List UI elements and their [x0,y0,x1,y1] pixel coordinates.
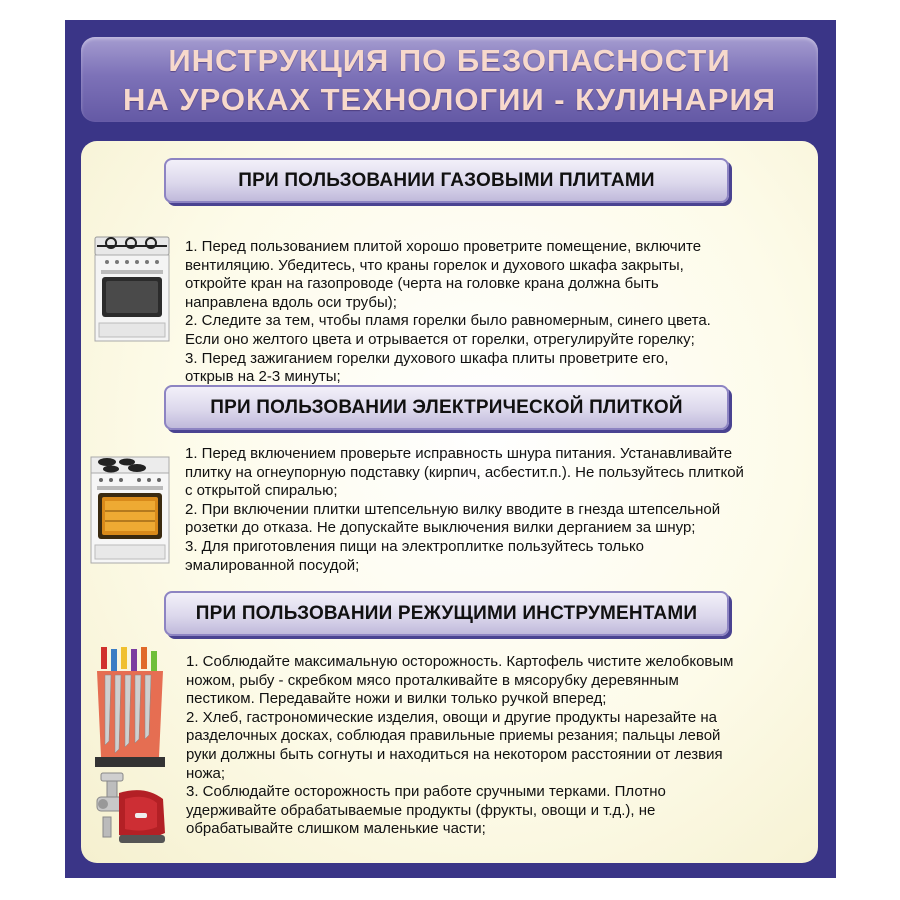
electric-stove-icon [89,453,171,565]
text-line: пестиком. Передавайте ножи и вилки только ручкой вперед; [186,690,607,708]
text-line: удерживайте обрабатываемые продукты (фрукты, овощи и т.д.), не [186,801,656,819]
title-banner [81,37,818,122]
text-line: 3. Для приготовления пищи на электроплитке пользуйтесь только [185,537,645,555]
title-line-1: ИНСТРУКЦИЯ ПО БЕЗОПАСНОСТИ [168,42,731,78]
text-line: эмалированной посудой; [185,556,360,574]
text-line: обрабатывайте слишком маленькие части; [186,820,486,838]
meat-grinder-icon [95,769,169,849]
text-line: 3. Соблюдайте осторожность при работе сручными терками. Плотно [186,783,666,801]
text-line: Если оно желтого цвета и отрывается от горелки, отрегулируйте горелку; [185,330,695,348]
text-line: плитку на огнеупорную подставку (кирпич, асбестит.п.). Не пользуйтесь плиткой [185,463,744,481]
text-line: ножом, рыбу - скребком мясо проталкивайте в мясорубку деревянным [186,671,679,689]
text-line: вентиляцию. Убедитесь, что краны горелок и духового шкафа закрыты, [185,256,684,274]
text-line: 1. Перед включением проверьте исправность шнура питания. Устанавливайте [185,445,733,462]
content-panel [81,141,818,863]
text-line: 1. Перед пользованием плитой хорошо проветрите помещение, включите [185,238,702,255]
text-line: открыв на 2-3 минуты; [185,368,341,386]
section-heading-cutting [164,591,729,636]
text-line: откройте кран на газопроводе (черта на головке крана должна быть [185,275,659,293]
section-heading-cutting-text: ПРИ ПОЛЬЗОВАНИИ РЕЖУЩИМИ ИНСТРУМЕНТАМИ [195,602,698,624]
text-line: разделочных досках, соблюдая правильные приемы резания; пальцы левой [186,727,721,745]
knife-set-icon [93,645,167,773]
section-heading-electric [164,385,729,430]
text-line: розетки до отказа. Не допускайте выключения вилки дерганием за шнур; [185,519,696,537]
text-line: 1. Соблюдайте максимальную осторожность. Картофель чистите желобковым [186,653,734,670]
section-heading-gas-text: ПРИ ПОЛЬЗОВАНИИ ГАЗОВЫМИ ПЛИТАМИ [238,169,655,191]
section-heading-gas [164,158,729,203]
section-text-cutting [186,653,816,839]
text-line: ножа; [186,764,226,782]
text-line: 2. При включении плитки штепсельную вилку вводите в гнезда штепсельной [185,500,721,518]
text-line: направлена вдоль оси трубы); [185,293,397,311]
section-text-gas [185,238,815,387]
text-line: с открытой спиралью; [185,482,338,500]
section-heading-electric-text: ПРИ ПОЛЬЗОВАНИИ ЭЛЕКТРИЧЕСКОЙ ПЛИТКОЙ [210,396,683,418]
text-line: руки должны быть согнуты и находиться на некотором расстоянии от лезвия [186,745,723,763]
section-text-electric [185,445,817,575]
text-line: 2. Следите за тем, чтобы пламя горелки было равномерным, синего цвета. [185,312,711,330]
title-line-2: НА УРОКАХ ТЕХНОЛОГИИ - КУЛИНАРИЯ [122,81,777,117]
text-line: 3. Перед зажиганием горелки духового шкафа плиты проветрите его, [185,349,669,367]
text-line: 2. Хлеб, гастрономические изделия, овощи и другие продукты нарезайте на [186,708,718,726]
gas-stove-icon [93,235,171,343]
safety-poster [65,20,836,878]
